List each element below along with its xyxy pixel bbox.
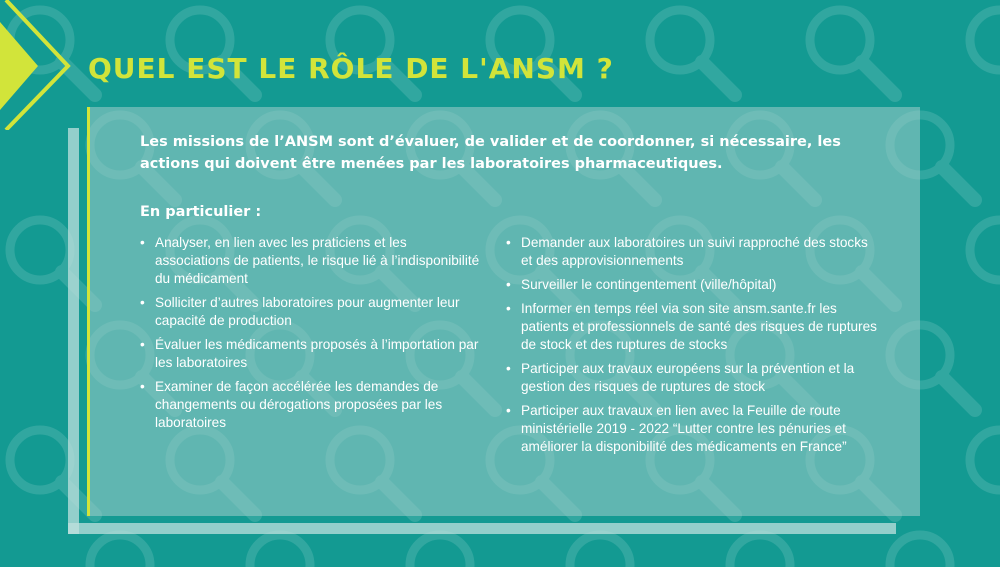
list-item-text: Solliciter d’autres laboratoires pour augmenter leur capacité de production [155, 295, 460, 328]
list-item [140, 234, 480, 288]
list-item-text: Examiner de façon accélérée les demandes de changements ou dérogations proposées par les laboratoires [155, 379, 443, 430]
list-item [140, 294, 480, 330]
bullet-icon: • [140, 379, 145, 394]
list-item [506, 360, 881, 396]
bullet-icon: • [506, 361, 511, 376]
magnifier-icon [90, 535, 175, 567]
list-item-text: Analyser, en lien avec les praticiens et les associations de patients, le risque lié à l’indisponibilité du médicament [155, 235, 480, 286]
magnifier-icon [650, 10, 735, 95]
panel-shadow-frame-horizontal [68, 523, 896, 534]
bullet-icon: • [506, 277, 511, 292]
intro-text: Les missions de l’ANSM sont d’évaluer, de valider et de coordonner, si nécessaire, les actions qui doivent être menées par les laboratoires pharmaceutiques. [140, 134, 841, 172]
magnifier-icon [890, 535, 975, 567]
list-item [506, 402, 881, 456]
list-item-text: Surveiller le contingentement (ville/hôpital) [521, 277, 777, 292]
magnifier-icon [10, 220, 95, 305]
list-item [506, 276, 881, 294]
bullet-icon: • [140, 235, 145, 250]
list-item [506, 300, 881, 354]
list-item [140, 378, 480, 432]
list-item-text: Informer en temps réel via son site ansm.sante.fr les patients et professionnels de santé des risques de ruptures de stock et des ruptures de stocks [521, 301, 877, 352]
magnifier-icon [10, 430, 95, 515]
list-item [140, 336, 480, 372]
content-panel [87, 107, 920, 516]
bullet-icon: • [140, 337, 145, 352]
arrow-right-icon [0, 0, 80, 130]
magnifier-icon [970, 220, 1000, 305]
list-item-text: Participer aux travaux en lien avec la Feuille de route ministérielle 2019 - 2022 “Lutter contre les pénuries et améliorer la disponibilité des médicaments en France” [521, 403, 847, 454]
bullet-icon: • [506, 403, 511, 418]
list-item-text: Demander aux laboratoires un suivi rapproché des stocks et des approvisionnements [521, 235, 868, 268]
bullet-icon: • [506, 301, 511, 316]
page-title: QUEL EST LE RÔLE DE L'ANSM ? [88, 52, 614, 85]
missions-list-right [506, 234, 881, 462]
missions-list-left [140, 234, 480, 438]
bullet-icon: • [140, 295, 145, 310]
magnifier-icon [250, 535, 335, 567]
list-item-text: Participer aux travaux européens sur la prévention et la gestion des risques de ruptures de stock [521, 361, 855, 394]
magnifier-icon [410, 535, 495, 567]
magnifier-icon [570, 535, 655, 567]
magnifier-icon [970, 10, 1000, 95]
magnifier-icon [810, 10, 895, 95]
bullet-icon: • [506, 235, 511, 250]
list-item [506, 234, 881, 270]
list-item-text: Évaluer les médicaments proposés à l’importation par les laboratoires [155, 337, 479, 370]
section-subheading: En particulier : [140, 204, 262, 220]
panel-shadow-frame-vertical [68, 128, 79, 534]
magnifier-icon [970, 430, 1000, 515]
magnifier-icon [730, 535, 815, 567]
